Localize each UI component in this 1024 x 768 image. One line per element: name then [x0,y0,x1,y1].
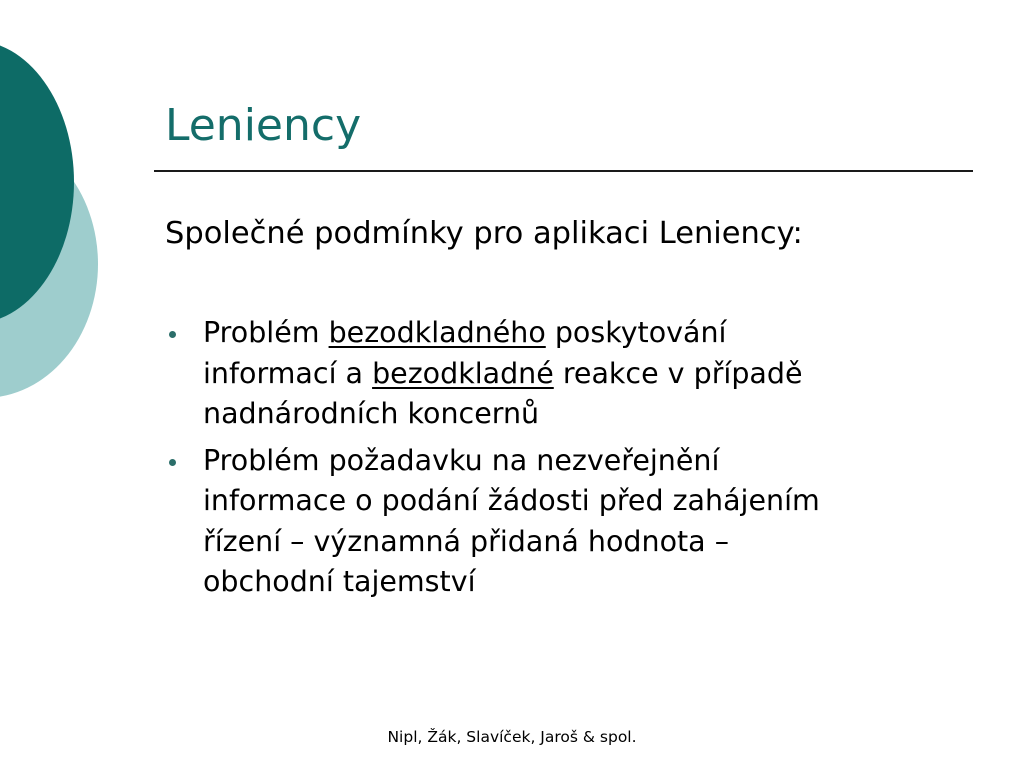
bullet-text-line: informací a bezodkladné reakce v případě [203,356,803,390]
slide-subtitle: Společné podmínky pro aplikaci Leniency: [165,216,803,251]
bullet-text-line: obchodní tajemství [203,565,476,598]
bullet-dot-icon [169,331,176,338]
title-divider [154,170,973,172]
bullet-text-line: nadnárodních koncernů [203,397,540,430]
bullet-text-line: informace o podání žádosti před zahájením [203,484,820,517]
slide-footer [0,726,1024,748]
bullet-item [165,313,965,435]
bullet-text-line: Problém bezodkladného poskytování [203,316,727,349]
slide-title: Leniency [165,100,362,151]
bullet-item [165,441,965,603]
bullet-list [165,313,965,609]
bullet-text-line: Problém požadavku na nezveřejnění [203,443,720,477]
underlined-word: bezodkladné [372,356,554,390]
bullet-dot-icon [169,459,176,466]
bullet-text-line: řízení – významná přidaná hodnota – [203,524,729,558]
footer-authors: Nipl, Žák, Slavíček, Jaroš & spol. [387,728,637,746]
underlined-word: bezodkladného [328,316,546,349]
